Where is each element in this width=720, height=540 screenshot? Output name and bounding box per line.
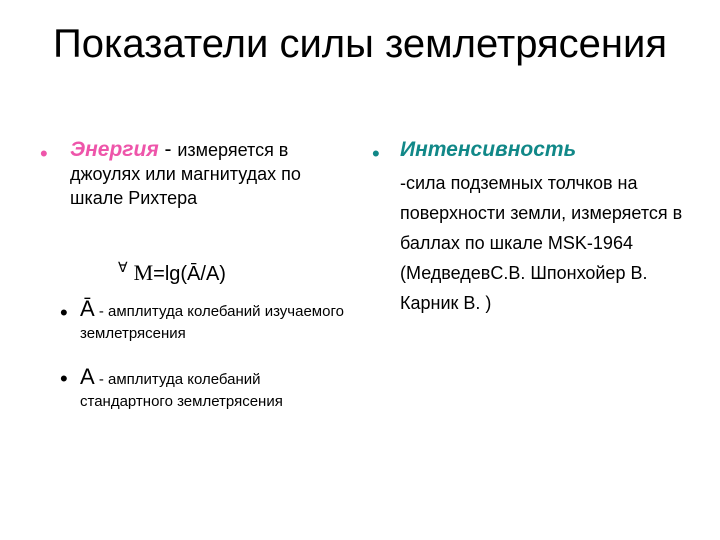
intensity-heading: Интенсивность: [400, 138, 577, 161]
sub-1-text: - амплитуда колебаний изучаемого землетрясения: [80, 303, 344, 342]
sub-2-text: - амплитуда колебаний стандартного землетрясения: [80, 371, 283, 410]
energy-text: измеряется в джоулях или магнитудах по шкале Рихтера: [70, 140, 301, 208]
formula-m: M: [133, 260, 154, 285]
sub-1-symbol: Ā: [80, 296, 95, 321]
energy-dash: -: [158, 138, 178, 161]
energy-block: [70, 138, 350, 210]
formula-expr: =lg(Ā/A): [153, 263, 226, 285]
bullet-sub-1: •: [60, 300, 68, 325]
slide-title: Показатели силы землетрясения: [52, 22, 668, 66]
bullet-energy: •: [40, 141, 48, 166]
sub-2-symbol: A: [80, 364, 95, 389]
energy-heading: Энергия: [70, 138, 159, 161]
intensity-text: -сила подземных толчков на поверхности земли, измеряется в баллах по шкале MSK-1964 (МедведевС.В. Шпонхойер В. Карник В. ): [400, 173, 683, 313]
bullet-sub-2: •: [60, 366, 68, 391]
magnitude-formula: [118, 260, 226, 286]
bullet-intensity: •: [372, 141, 380, 166]
sub-bullet-2: [80, 364, 350, 413]
forall-symbol: ∀: [118, 260, 128, 276]
sub-bullet-1: [80, 296, 350, 345]
